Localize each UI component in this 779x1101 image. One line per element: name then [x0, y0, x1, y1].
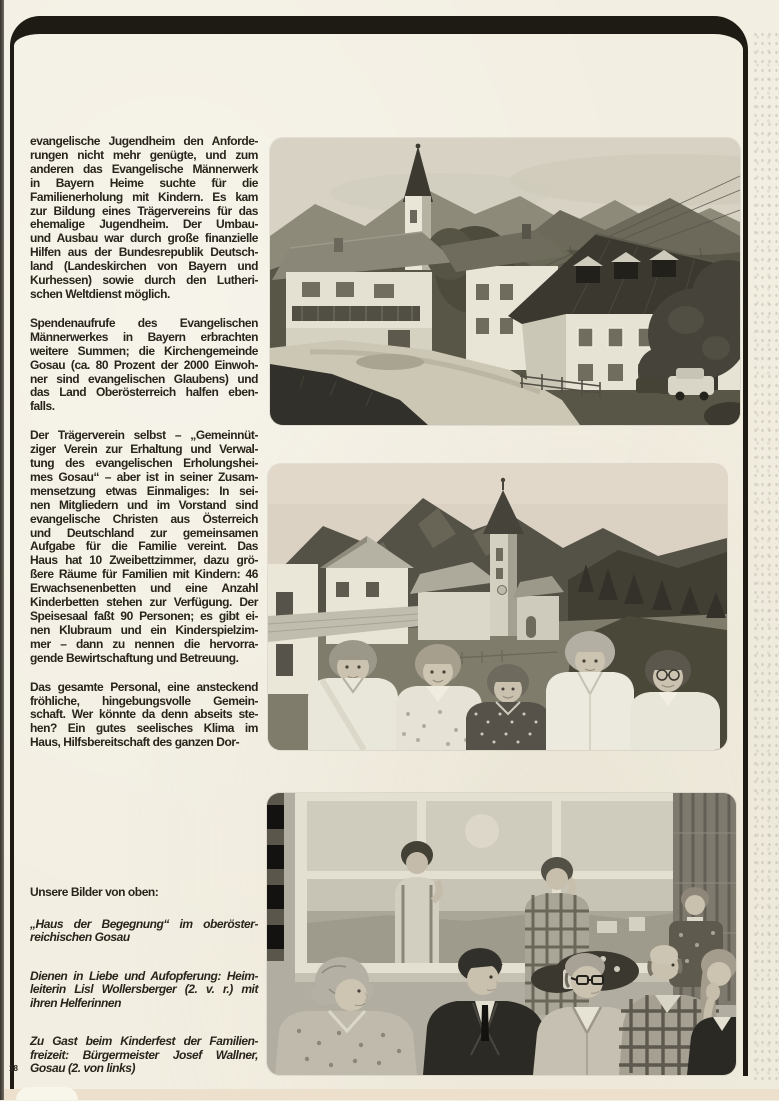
text-line: gende Bewirtschaftung und Betreuung.: [30, 650, 239, 665]
scan-left-edge: [0, 0, 4, 1100]
text-line: Erwachsenenbetten und eine Anzahl: [30, 581, 258, 596]
text-line: Gosau (2. von links): [30, 1061, 136, 1075]
text-line: Spendenaufrufe des Evangelischen: [30, 315, 258, 330]
text-line: freizeit: Bürgermeister Josef Wallner,: [30, 1047, 258, 1062]
text-line: Hilfen aus der Bundesrepublik Deutsch-: [30, 245, 258, 260]
text-line: schen Weltdienst möglich.: [30, 286, 170, 301]
text-line: mer – dann zu nennen die hervorra-: [30, 636, 258, 651]
text-line: ihren Helferinnen: [30, 995, 122, 1010]
text-line: Männerwerkes in Bayern erbrachten: [30, 329, 258, 344]
page-number: 18: [9, 1064, 18, 1073]
text-line: das Land Oberösterreich halfen eben-: [30, 385, 258, 400]
text-line: falls.: [30, 399, 55, 414]
text-line: evangelische Jugendheim den Anforde-: [30, 134, 258, 148]
text-line: Haus, Hilfsbereitschaft des ganzen Dor-: [30, 735, 240, 750]
text-line: Familienerholung mit Kindern. Es kam: [30, 189, 258, 204]
text-line: Das gesamte Personal, eine ansteckend: [30, 679, 258, 694]
text-line: fröhliche, hingebungsvolle Gemein-: [30, 693, 258, 708]
text-line: hen? Ein gutes seelisches Klima im: [30, 721, 258, 736]
photo-kinderfest-svg: [267, 793, 736, 1075]
text-line: ziger Verein zur Erhaltung und Verwal-: [30, 442, 258, 457]
ladder-strip: [267, 793, 284, 961]
text-line: Kinderbetten stehen zur Verfügung. Der: [30, 595, 258, 610]
text-line: land (Landeskirchen von Bayern und: [30, 259, 258, 274]
text-line: reichischen Gosau: [30, 930, 130, 944]
text-line: Der Trägerverein selbst – „Gemeinnüt-: [30, 428, 258, 443]
text-line: in Bayern Heime suchte für die: [30, 175, 258, 190]
text-line: Haus hat 10 Zweibettzimmer, dazu grö-: [30, 553, 258, 568]
photo-village: [270, 138, 740, 425]
chalet: [272, 232, 456, 360]
text-line: Kurhessen) sowie durch den Lutheri-: [30, 273, 258, 288]
text-line: „Haus der Begegnung“ im oberöster-: [30, 916, 258, 931]
text-line: zur Bildung eines Trägervereins für das: [30, 203, 258, 218]
text-line: ßere Räume für Familien mit Kindern: 46: [30, 567, 258, 582]
caption-block: [30, 886, 258, 1101]
text-line: leiterin Lisl Wollersberger (2. v. r.) mit: [30, 982, 258, 996]
text-line: Gosau (ca. 80 Prozent der 2000 Einwoh-: [30, 357, 258, 372]
text-line: Aufgabe für die Familie vereint. Das: [30, 539, 258, 554]
text-line: und Ausbau war durch große finanzielle: [30, 231, 258, 246]
text-line: mensetzung etwas Einmaliges: In sei-: [30, 483, 258, 498]
paragraph: [30, 429, 258, 665]
text-line: rungen nicht mehr genügte, und zum: [30, 147, 258, 162]
text-line: ehemalige Jugendheim. Der Umbau-: [30, 217, 258, 232]
text-line: anderen das Evangelische Männerwerk: [30, 161, 258, 176]
text-line: Speisesaal faßt 90 Personen; es gibt ei-: [30, 609, 258, 623]
text-line: Dienen in Liebe und Aufopferung: Heim-: [30, 968, 258, 983]
text-line: ner sind evangelischen Glaubens) und: [30, 371, 258, 386]
scan-right-margin-texture: [752, 30, 779, 1080]
text-line: tung des evangelischen Erholungshei-: [30, 456, 258, 471]
photo-kinderfest: [267, 793, 736, 1075]
photo-women-group-svg: [268, 464, 727, 750]
paragraph: [30, 135, 258, 302]
paragraph: [30, 317, 258, 414]
paragraph: [30, 681, 258, 751]
caption-items: [30, 918, 258, 1076]
text-line: schaft. Wer könnte da denn abseits ste-: [30, 707, 258, 722]
photo-women-group: [268, 464, 727, 750]
photo-village-svg: [270, 138, 740, 425]
text-line: und Deutschland zur gemeinsamen: [30, 525, 258, 540]
captions-intro: Unsere Bilder von oben:: [30, 885, 159, 899]
photo-caption: [30, 918, 258, 945]
text-line: nen Mitgliedern und im Vorstand sind: [30, 497, 258, 512]
article-column: [30, 135, 258, 765]
text-line: mes Gosau“ – aber ist in seiner Zusam-: [30, 469, 258, 484]
text-line: evangelische Christen aus Österreich: [30, 511, 258, 526]
text-line: weitere Summen; die Kirchengemeinde: [30, 343, 258, 358]
text-line: Zu Gast beim Kinderfest der Familien-: [30, 1034, 258, 1048]
photo-caption: [30, 1035, 258, 1076]
photo-caption: [30, 970, 258, 1011]
text-line: nen Klubraum und ein Kinderspielzim-: [30, 622, 258, 637]
